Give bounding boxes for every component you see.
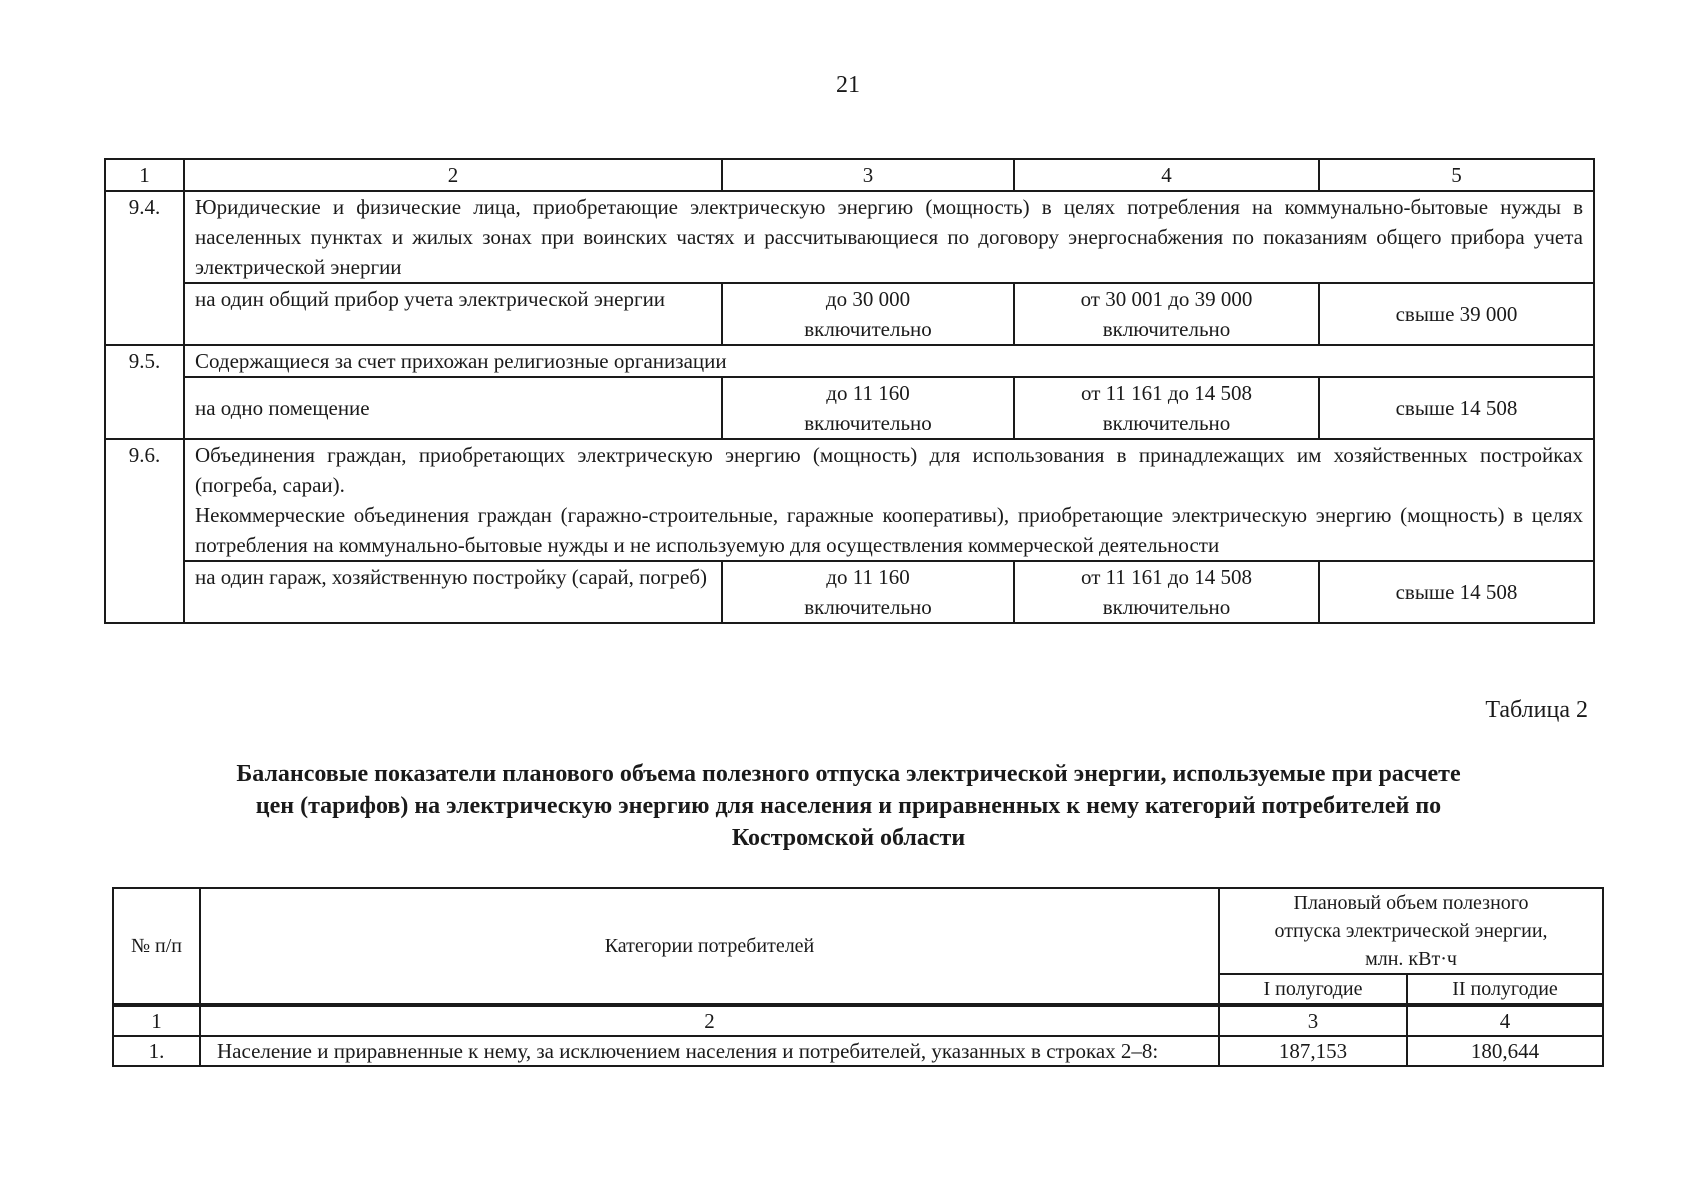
range-qualifier: включительно xyxy=(804,411,932,435)
range-qualifier: включительно xyxy=(804,595,932,619)
range-value: от 11 161 до 14 508 xyxy=(1080,565,1253,589)
row-number: 1. xyxy=(113,1036,200,1066)
column-number: 4 xyxy=(1014,159,1319,191)
section-paragraph: Объединения граждан, приобретающих электрическую энергию (мощность) для использования в принадлежащих им хозяйственных постройках (погреба, сараи). xyxy=(195,443,1583,497)
range-cell xyxy=(1014,377,1319,439)
table-row xyxy=(105,377,1594,439)
table-row xyxy=(105,345,1594,377)
table-header-row xyxy=(105,159,1594,191)
table-row xyxy=(105,561,1594,623)
title-line: Балансовые показатели планового объема полезного отпуска электрической энергии, используемые при расчете xyxy=(236,761,1461,787)
column-number: 5 xyxy=(1319,159,1594,191)
row-number: 9.6. xyxy=(105,439,184,623)
range-value: от 30 001 до 39 000 xyxy=(1080,287,1253,311)
column-number: 2 xyxy=(200,1006,1219,1036)
range-value: до 11 160 xyxy=(826,381,910,405)
over-threshold-cell: свыше 14 508 xyxy=(1319,561,1594,623)
subrow-label: на одно помещение xyxy=(184,377,722,439)
header-volume-line: отпуска электрической энергии, xyxy=(1274,920,1548,942)
row-category: Население и приравненные к нему, за исключением населения и потребителей, указанных в строках 2–8: xyxy=(200,1036,1219,1066)
range-value: до 30 000 xyxy=(825,287,911,311)
range-value: от 11 161 до 14 508 xyxy=(1080,381,1253,405)
title-line: цен (тарифов) на электрическую энергию для населения и приравненных к нему категорий потребителей по xyxy=(255,793,1442,819)
over-threshold-cell: свыше 14 508 xyxy=(1319,377,1594,439)
balance-table-header xyxy=(112,887,1604,1005)
column-number: 1 xyxy=(105,159,184,191)
table-row xyxy=(105,439,1594,561)
table-row xyxy=(113,1036,1603,1066)
column-number: 3 xyxy=(1219,1006,1407,1036)
table-header-row xyxy=(113,1006,1603,1036)
range-cell xyxy=(1014,561,1319,623)
section-description: Юридические и физические лица, приобретающие электрическую энергию (мощность) в целях потребления на коммунально-бытовые нужды в населенных пунктах и жилых зонах при воинских частях и рассчитывающиеся по договору энергоснабжения по показаниям общего прибора учета электрической энергии xyxy=(184,191,1594,283)
range-qualifier: включительно xyxy=(1102,411,1231,435)
over-threshold-cell: свыше 39 000 xyxy=(1319,283,1594,345)
table-row xyxy=(105,191,1594,283)
header-number: № п/п xyxy=(113,888,200,1004)
column-number: 4 xyxy=(1407,1006,1603,1036)
page-number: 21 xyxy=(836,72,860,98)
range-qualifier: включительно xyxy=(1102,595,1231,619)
range-cell xyxy=(722,377,1014,439)
range-cell xyxy=(1014,283,1319,345)
section-description: Содержащиеся за счет прихожан религиозные организации xyxy=(184,345,1594,377)
section-paragraph: Некоммерческие объединения граждан (гаражно-строительные, гаражные кооперативы), приобретающие электрическую энергию (мощность) в целях потребления на коммунально-бытовые нужды и не используемую для осуществления коммерческой деятельности xyxy=(195,503,1583,557)
row-half-year-2: 180,644 xyxy=(1407,1036,1603,1066)
range-qualifier: включительно xyxy=(804,317,932,341)
row-number: 9.5. xyxy=(105,345,184,439)
subrow-label: на один гараж, хозяйственную постройку (сарай, погреб) xyxy=(184,561,722,623)
subrow-label: на один общий прибор учета электрической энергии xyxy=(184,283,722,345)
column-number: 3 xyxy=(722,159,1014,191)
title-line: Костромской области xyxy=(731,825,966,851)
section-description xyxy=(184,439,1594,561)
table-caption: Таблица 2 xyxy=(1485,697,1588,723)
range-cell xyxy=(722,561,1014,623)
row-number: 9.4. xyxy=(105,191,184,345)
header-volume-line: Плановый объем полезного xyxy=(1293,892,1529,914)
header-category: Категории потребителей xyxy=(200,888,1219,1004)
balance-table-body xyxy=(112,1005,1604,1067)
table-row xyxy=(105,283,1594,345)
header-volume-line: млн. кВт·ч xyxy=(1365,948,1457,970)
row-half-year-1: 187,153 xyxy=(1219,1036,1407,1066)
header-volume xyxy=(1219,888,1603,974)
tariff-table xyxy=(104,158,1595,624)
range-value: до 11 160 xyxy=(826,565,910,589)
range-cell xyxy=(722,283,1014,345)
header-half-year-2: II полугодие xyxy=(1407,974,1603,1004)
column-number: 1 xyxy=(113,1006,200,1036)
range-qualifier: включительно xyxy=(1102,317,1231,341)
table-title xyxy=(104,758,1593,854)
header-half-year-1: I полугодие xyxy=(1219,974,1407,1004)
column-number: 2 xyxy=(184,159,722,191)
